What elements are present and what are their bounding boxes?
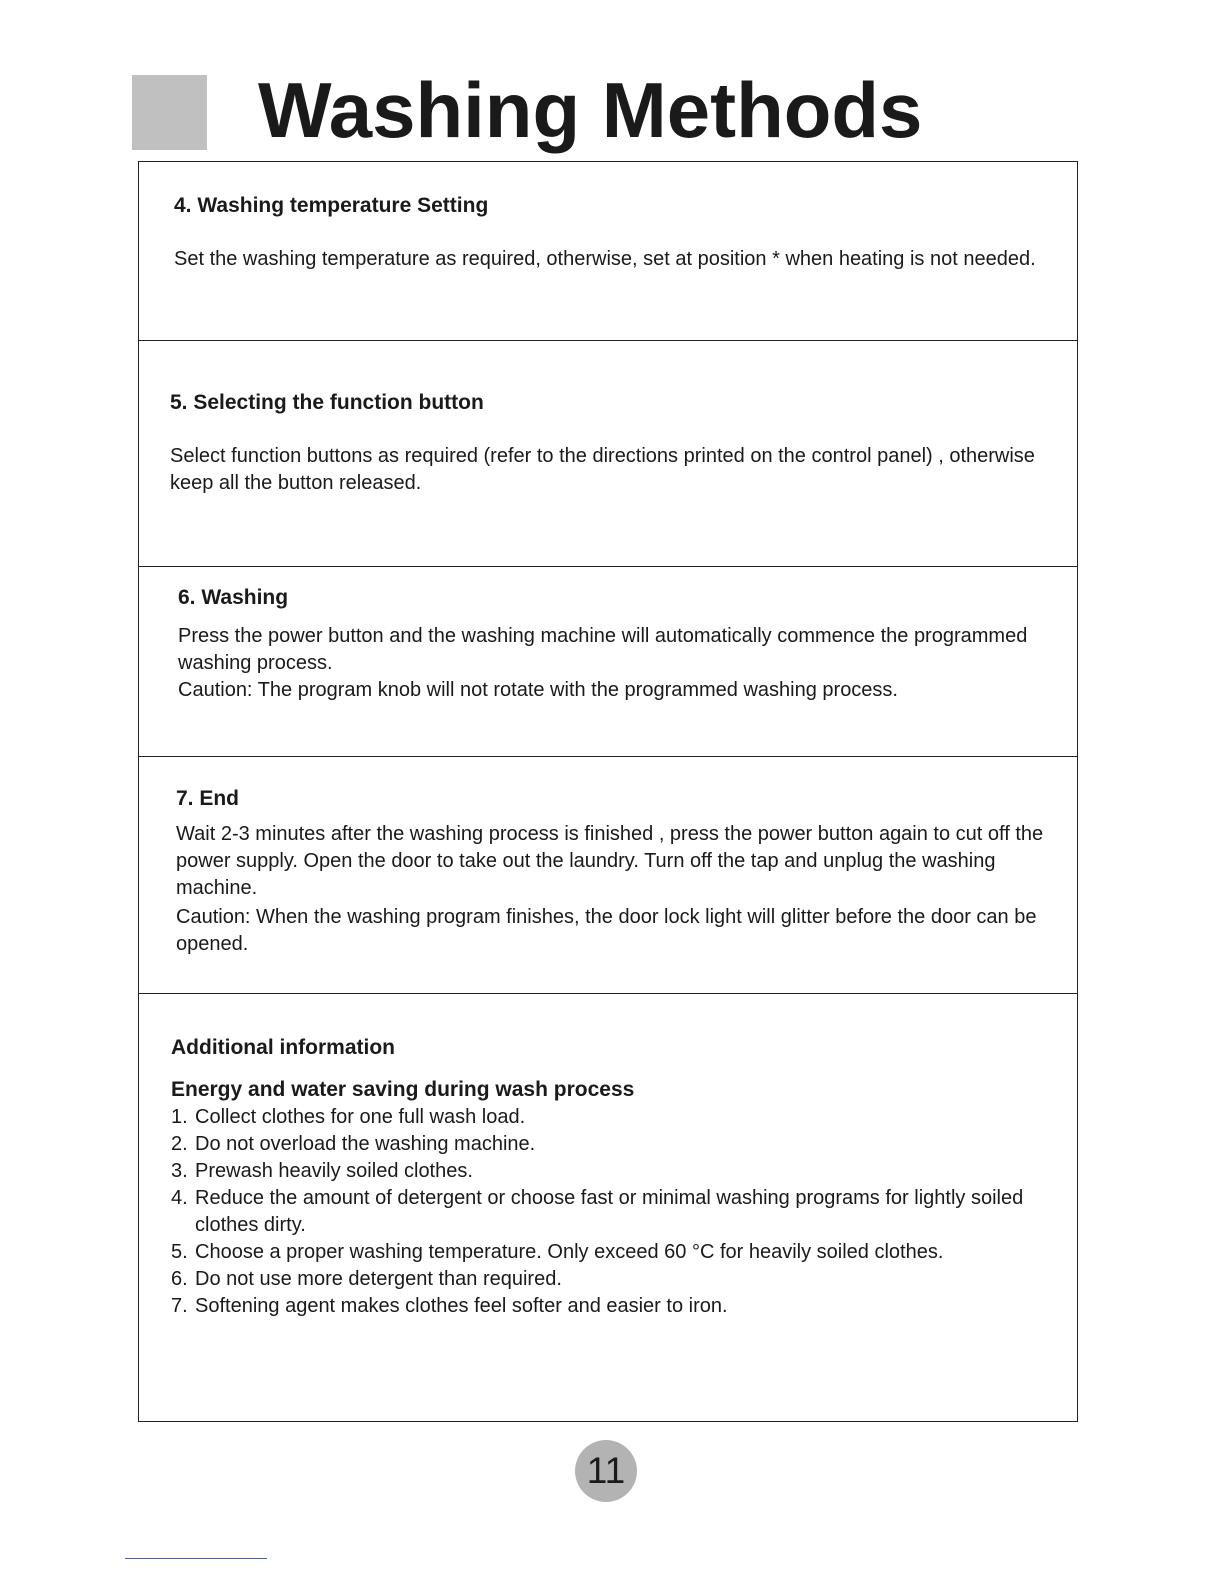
footer-divider: [125, 1558, 267, 1559]
saving-tips-list: [171, 1104, 1051, 1320]
additional-subheading: Energy and water saving during wash process: [171, 1078, 635, 1101]
section-temperature-setting: [139, 162, 1077, 341]
list-item: 4. Reduce the amount of detergent or choose fast or minimal washing programs for lightly soiled clothes dirty.: [171, 1187, 1024, 1236]
section-heading: 7. End: [176, 787, 240, 810]
section-paragraph: Press the power button and the washing machine will automatically commence the programmed washing process.: [178, 625, 1028, 674]
section-additional-information: [139, 994, 1077, 1420]
section-body: [176, 821, 1071, 958]
content-frame: [138, 161, 1078, 1422]
list-item: 6. Do not use more detergent than required.: [171, 1268, 562, 1290]
title-marker-block: [132, 75, 207, 150]
section-body: [170, 443, 1055, 497]
section-end: [139, 757, 1077, 994]
section-paragraph: Select function buttons as required (refer to the directions printed on the control panel) , otherwise keep all the button released.: [170, 445, 1035, 494]
section-caution: Caution: When the washing program finishes, the door lock light will glitter before the door can be opened.: [176, 906, 1037, 955]
section-caution: Caution: The program knob will not rotate with the programmed washing process.: [178, 679, 898, 701]
additional-heading: Additional information: [171, 1036, 395, 1059]
list-item: 1. Collect clothes for one full wash load.: [171, 1106, 526, 1128]
list-item: 3. Prewash heavily soiled clothes.: [171, 1160, 473, 1182]
list-item: 5. Choose a proper washing temperature. Only exceed 60 °C for heavily soiled clothes.: [171, 1241, 944, 1263]
section-body: [174, 246, 1054, 273]
page-title: Washing Methods: [258, 66, 923, 154]
section-heading: 5. Selecting the function button: [170, 391, 484, 414]
section-paragraph: Set the washing temperature as required, otherwise, set at position * when heating is not needed.: [174, 248, 1036, 270]
section-body: [178, 623, 1048, 704]
list-item: 7. Softening agent makes clothes feel softer and easier to iron.: [171, 1295, 728, 1317]
section-paragraph: Wait 2-3 minutes after the washing process is finished , press the power button again to cut off the power supply. Open the door to take out the laundry. Turn off the tap and unplug the washing machine.: [176, 823, 1044, 899]
list-item: 2. Do not overload the washing machine.: [171, 1133, 536, 1155]
section-heading: 4. Washing temperature Setting: [174, 194, 489, 217]
section-washing: [139, 567, 1077, 757]
page-number-badge: 11: [575, 1440, 637, 1502]
section-function-button: [139, 341, 1077, 567]
section-heading: 6. Washing: [178, 586, 289, 609]
